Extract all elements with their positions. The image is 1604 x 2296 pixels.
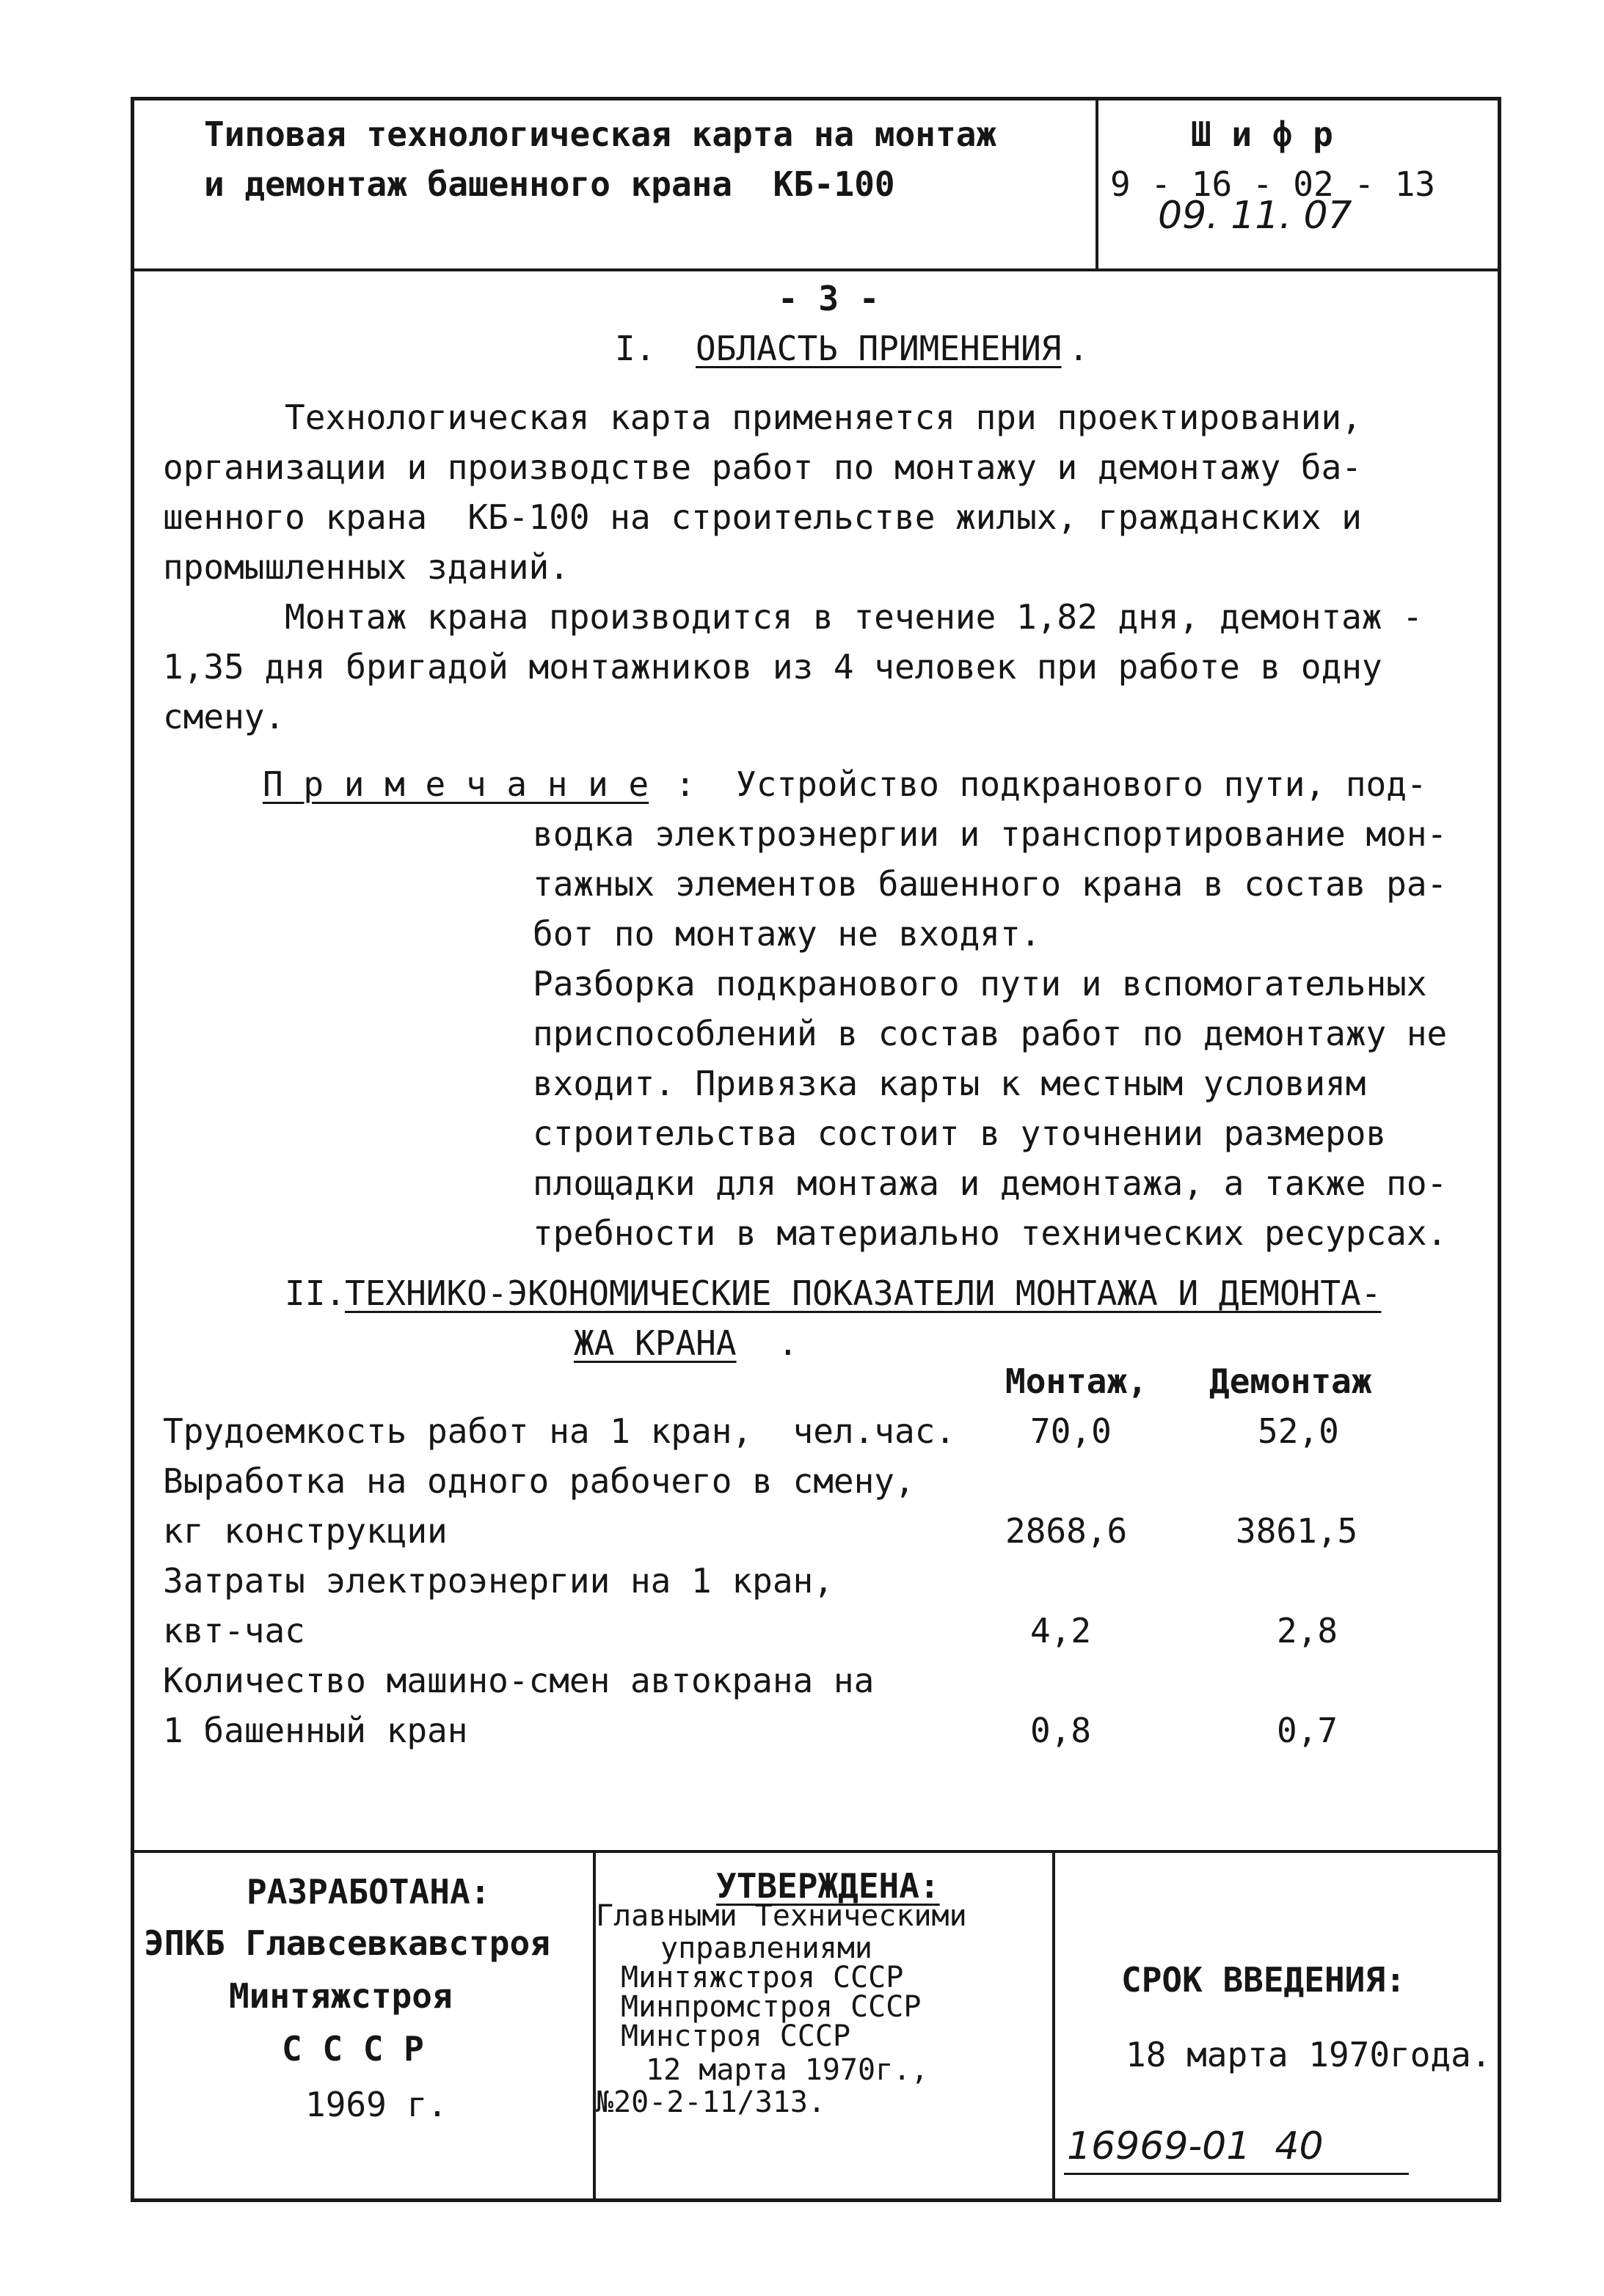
section1-p1-line2: организации и производстве работ по монтажу и демонтажу ба- — [163, 447, 1362, 487]
cipher-code: 9 - 16 - 02 - 13 — [1110, 164, 1436, 204]
handwritten-underline — [1064, 2173, 1409, 2175]
row3-demontage: 2,8 — [1277, 1611, 1338, 1650]
developed-label: РАЗРАБОТАНА: — [247, 1872, 491, 1912]
note-line10: требности в материально технических ресурсах. — [533, 1213, 1448, 1253]
approved-line4: Минпромстроя СССР — [621, 1990, 922, 2024]
note-line5: Разборка подкранового пути и вспомогательных — [533, 964, 1427, 1003]
section1-p2-line1: Монтаж крана производится в течение 1,82 дня, демонтаж - — [285, 597, 1423, 637]
developed-org-line2: Минтяжстроя — [229, 1976, 453, 2016]
row2-montage: 2868,6 — [1005, 1511, 1128, 1551]
row1-demontage: 52,0 — [1258, 1411, 1339, 1451]
header-title-line1: Типовая технологическая карта на монтаж — [204, 114, 997, 154]
column-header-demontage: Демонтаж — [1209, 1361, 1372, 1401]
row4-demontage: 0,7 — [1277, 1711, 1338, 1750]
section2-heading-end: . — [778, 1323, 798, 1363]
approved-line7: №20-2-11/313. — [596, 2085, 826, 2119]
section1-heading: ОБЛАСТЬ ПРИМЕНЕНИЯ — [696, 329, 1062, 368]
note-line4: бот по монтажу не входят. — [533, 914, 1041, 954]
note-line6: приспособлений в состав работ по демонтажу не — [533, 1014, 1448, 1053]
effective-label: СРОК ВВЕДЕНИЯ: — [1121, 1960, 1406, 2000]
developed-org-line3: С С С Р — [282, 2029, 424, 2069]
row2-demontage: 3861,5 — [1236, 1511, 1358, 1551]
section1-p1-line4: промышленных зданий. — [163, 547, 569, 587]
approved-line2: управлениями — [660, 1931, 872, 1965]
approved-line1: Главными Техническими — [596, 1899, 967, 1933]
approved-line3: Минтяжстроя СССР — [621, 1961, 904, 1995]
row4-label-cont: 1 башенный кран — [163, 1711, 468, 1750]
row2-label: Выработка на одного рабочего в смену, — [163, 1461, 915, 1501]
footer-column-divider-2 — [1052, 1850, 1055, 2201]
page-number: - 3 - — [778, 279, 880, 318]
row3-label-cont: квт-час — [163, 1611, 305, 1650]
approved-line5: Минстроя СССР — [621, 2019, 851, 2053]
section1-heading-end: . — [1068, 329, 1089, 368]
row1-montage: 70,0 — [1030, 1411, 1112, 1451]
note-colon: : — [675, 764, 696, 804]
note-line1: Устройство подкранового пути, под- — [736, 764, 1427, 804]
header-title-line2: и демонтаж башенного крана КБ-100 — [204, 164, 895, 204]
handwritten-number: 16969-01 40 — [1067, 2124, 1324, 2168]
section2-number: II. — [285, 1273, 346, 1313]
section2-heading-line2: ЖА КРАНА — [574, 1323, 737, 1363]
note-line9: площадки для монтажа и демонтажа, а также по- — [533, 1163, 1448, 1203]
note-line7: входит. Привязка карты к местным условиям — [533, 1064, 1366, 1103]
approved-line6: 12 марта 1970г., — [646, 2053, 929, 2087]
effective-date: 18 марта 1970года. — [1126, 2035, 1492, 2074]
note-line3: тажных элементов башенного крана в состав ра- — [533, 864, 1448, 904]
row3-label: Затраты электроэнергии на 1 кран, — [163, 1561, 834, 1601]
note-line2: водка электроэнергии и транспортирование мон- — [533, 814, 1448, 854]
row1-label: Трудоемкость работ на 1 кран, чел.час. — [163, 1411, 956, 1451]
developed-year: 1969 г. — [305, 2085, 448, 2124]
row2-label-cont: кг конструкции — [163, 1511, 448, 1551]
section1-p1-line3: шенного крана КБ-100 на строительстве жилых, гражданских и — [163, 497, 1362, 537]
note-line8: строительства состоит в уточнении размеров — [533, 1114, 1387, 1153]
header-divider — [131, 268, 1501, 271]
header-column-divider — [1096, 97, 1098, 270]
section1-p2-line2: 1,35 дня бригадой монтажников из 4 человек при работе в одну — [163, 647, 1382, 687]
note-label: П р и м е ч а н и е — [263, 764, 649, 804]
cipher-handwritten: 09. 11. 07 — [1158, 194, 1352, 238]
section1-p2-line3: смену. — [163, 697, 285, 736]
approved-label: УТВЕРЖДЕНА: — [716, 1866, 940, 1906]
row3-montage: 4,2 — [1030, 1611, 1092, 1650]
cipher-label: Ш и ф р — [1191, 114, 1333, 154]
section2-heading-line1: ТЕХНИКО-ЭКОНОМИЧЕСКИЕ ПОКАЗАТЕЛИ МОНТАЖА И ДЕМОНТА- — [345, 1273, 1382, 1313]
developed-org-line1: ЭПКБ Главсевкавстроя — [144, 1923, 550, 1963]
row4-montage: 0,8 — [1030, 1711, 1092, 1750]
footer-divider — [131, 1850, 1501, 1853]
column-header-montage: Монтаж, — [1005, 1361, 1148, 1401]
section1-number: I. — [615, 329, 656, 368]
section1-p1-line1: Технологическая карта применяется при проектировании, — [285, 398, 1362, 437]
row4-label: Количество машино-смен автокрана на — [163, 1661, 875, 1700]
